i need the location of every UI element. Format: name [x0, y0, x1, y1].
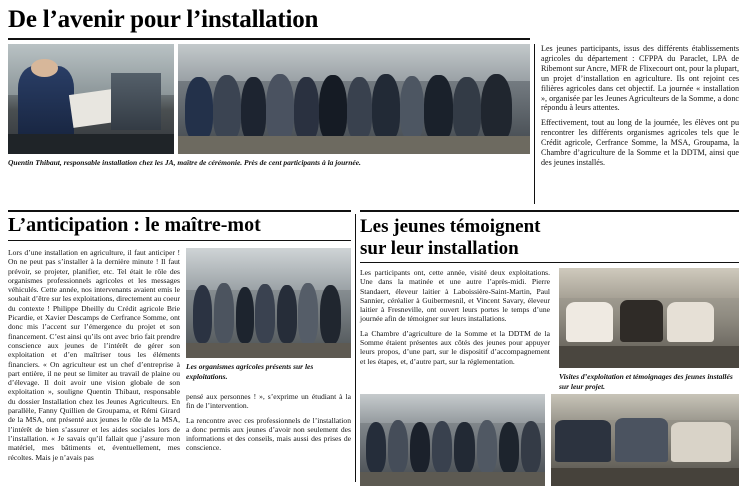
left-column-text: [8, 248, 180, 467]
section-rule-left: [8, 210, 351, 212]
page-title: De l’avenir pour l’installation: [8, 6, 319, 33]
right-paragraph-2: La Chambre d’agriculture de la Somme et la DDTM de la Somme étaient présentes aux côtés des jeunes pour appuyer leurs propos, d’une part, sur le dispositif d’accompagnement et les étapes, et, d’autre part, sur la réglementation.: [360, 328, 550, 366]
intro-paragraph-1: Les jeunes participants, issus des différents établissements agricoles du département : CFPPA du Paraclet, LPA de Ribemont sur Ancre, MFR de Flixecourt ont, pour la plupart, un projet d’installation en agriculture. Ils ont rejoint ces filières agricoles dans cet objectif. La journée « installation », organisée par les Jeunes Agriculteurs de la Somme, a donc répondu à leurs attentes.: [541, 44, 739, 113]
vertical-rule-left: [534, 44, 535, 204]
section-underrule-right: [360, 262, 739, 263]
section-title-left: L’anticipation : le maître-mot: [8, 214, 261, 236]
photo-organismes: [186, 248, 351, 358]
section-underrule-left: [8, 240, 351, 241]
photo-speaker: [8, 44, 174, 154]
section-title-right-line2: sur leur installation: [360, 238, 519, 259]
vertical-rule-mid: [355, 214, 356, 482]
photo-visite-groupe: [360, 394, 545, 486]
photo-visite-exploitation: [559, 268, 739, 368]
intro-column: [541, 44, 739, 173]
right-column-text: [360, 268, 550, 371]
photo-etable: [551, 394, 739, 486]
left-col2-paragraph-2: La rencontre avec ces professionnels de l’installation a donc permis aux jeunes d’avoir non seulement des informations et des conseils, mais aussi des prises de conscience.: [186, 415, 351, 453]
section-rule-right: [360, 210, 739, 212]
left-col2-paragraph-1: pensé aux personnes ! », s’exprime un étudiant à la fin de l’intervention.: [186, 392, 351, 411]
section-title-right-line1: Les jeunes témoignent: [360, 216, 541, 237]
caption-middle: Les organismes agricoles présents sur les exploitations.: [186, 362, 314, 381]
right-paragraph-1: Les participants ont, cette année, visité deux exploitations. Une dans la matinée et une autre l’après-midi. Pierre Standaert, éleveur laitier à Laboissière-Saint-Martin, Paul Sannier, céréalier à Guibermesnil, et Vincent Savary, éleveur laitier à Fresneville, ont ouvert leurs portes le temps d’une journée afin de témoigner sur leurs installations.: [360, 268, 550, 324]
caption-right: Visites d’exploitation et témoignages des jeunes installés sur leur projet.: [559, 372, 733, 391]
photo-group-barn: [178, 44, 530, 154]
left-col1-paragraph: Lors d’une installation en agriculture, il faut anticiper ! On ne peut pas s’installer à la dernière minute ! Il faut prévoir, se projeter, planifier, etc. Tel était le rôle des organismes professionnels agricoles et les messages véhiculés. Cette année, nos intervenants avaient emis le souhait d’être sur les exploitations, directement au coeur du contexte ! Philippe Dheilly du Crédit agricole Brie Picardie, et Xavier Descamps de Cerfrance Somme, ont donc mis l’accent sur l’émergence du projet et son financement. C’est ainsi qu’ils ont avec brio fait prendre conscience aux jeunes de l’intérêt de gérer son exploitation et d’en maîtriser tous les éléments financiers. « On agriculteur est un chef d’entreprise à part entière, il ne peut se limiter au travail de plaine ou d’élevage. Il doit avoir une vision globale de son exploitation », souligne Quentin Thibaut, responsable du dossier Installation chez les Jeunes Agriculteurs. En parallèle, Fanny Quillien de Groupama, et Rémi Girard de la MSA, ont présenté aux jeunes le rôle de la MSA, l’intérêt de bien s’assurer et les aides sociales lors de l’installation. « Je savais qu’il fallait que j’assure mon matériel, mes bâtiments et, éventuellement, mes récoltes. Mais je n’avais pas: [8, 248, 180, 462]
left-column2-text: [186, 392, 351, 458]
headline-rule: [8, 38, 530, 40]
intro-paragraph-2: Effectivement, tout au long de la journée, les élèves ont pu rencontrer les différents organismes agricoles tels que le Crédit agricole, Cerfrance Somme, la MSA, Groupama, la Chambre d’agriculture de la Somme et la DDTM, ainsi que des jeunes installés.: [541, 118, 739, 167]
caption-top: Quentin Thibaut, responsable installation chez les JA, maître de cérémonie. Près de cent participants à la journée.: [8, 158, 361, 167]
